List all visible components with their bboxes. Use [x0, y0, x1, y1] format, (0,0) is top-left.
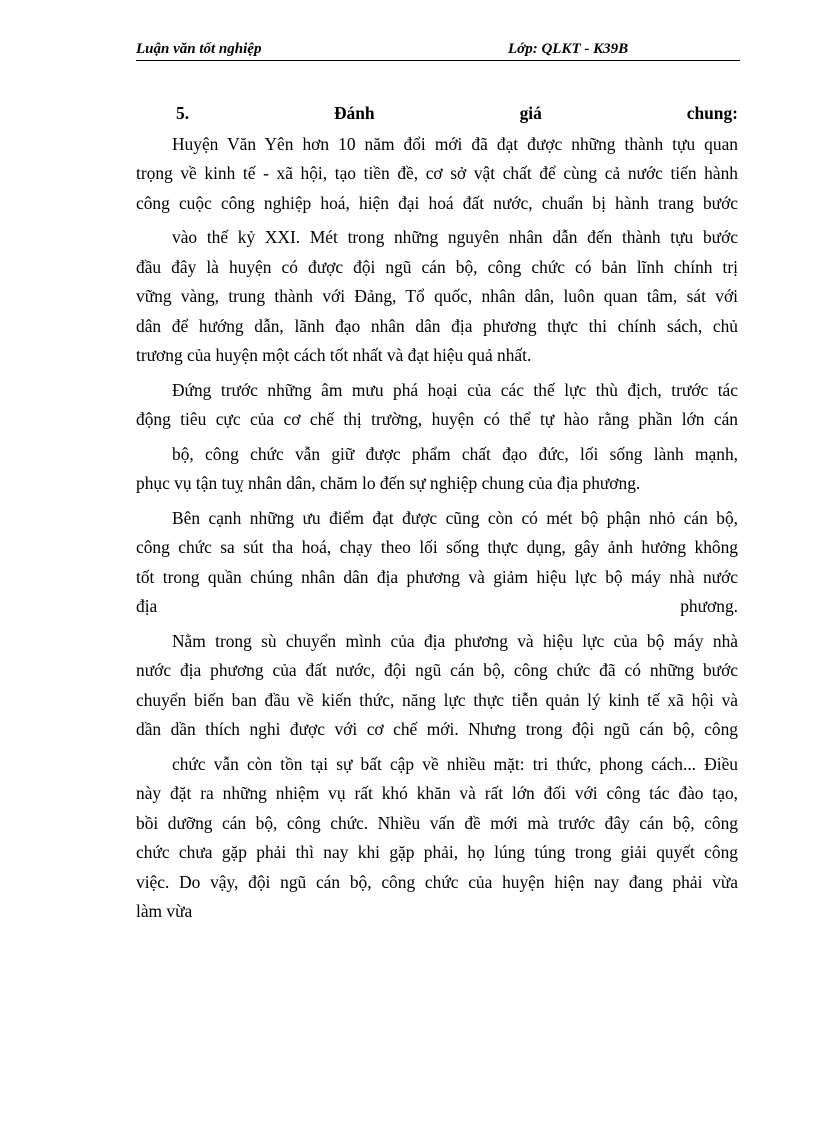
text-line: phục vụ tận tuỵ nhân dân, chăm lo đến sự nghiệp chung của địa phương.: [136, 473, 641, 493]
header-thesis-label: Luận văn tốt nghiệp: [136, 41, 262, 57]
text-line: dân để hướng dẫn, lãnh đạo nhân dân địa phương thực thi chính sách, chủ: [136, 315, 738, 336]
paragraph-3: [136, 376, 738, 435]
section-heading: [136, 99, 738, 129]
document-body: [136, 99, 738, 932]
text-line: công cuộc công nghiệp hoá, hiện đại hoá đất nước, chuẩn bị hành trang bước: [136, 192, 738, 213]
text-line: động tiêu cực của cơ chế thị trường, huyện có thể tự hào rằng phần lớn cán: [136, 409, 738, 429]
section-heading-word: Đánh: [334, 103, 375, 123]
text-line: Bên cạnh những ưu điểm đạt được cũng còn có mét bộ phận nhỏ cán bộ,: [172, 507, 738, 528]
text-line: Đứng trước những âm mưu phá hoại của các thế lực thù địch, trước tác: [172, 379, 738, 400]
page-header: [136, 40, 740, 61]
text-line: này đặt ra những nhiệm vụ rất khó khăn và rất lớn đối với công tác đào tạo,: [136, 783, 738, 803]
text-line: chuyển biến ban đầu về kiến thức, năng lực thực tiễn quản lý kinh tế xã hội và: [136, 689, 738, 710]
paragraph-4: [136, 440, 738, 499]
text-line: dần dần thích nghi được với cơ chế mới. Nhưng trong đội ngũ cán bộ, công: [136, 719, 738, 739]
text-line: tốt trong quần chúng nhân dân địa phương và giảm hiệu lực bộ máy nhà nước: [136, 566, 738, 587]
text-line: trọng về kinh tế - xã hội, tạo tiền đề, cơ sở vật chất để cùng cả nước tiến hành: [136, 163, 738, 183]
text-line: trương của huyện một cách tốt nhất và đạt hiệu quả nhất.: [136, 345, 532, 365]
section-number: 5.: [176, 103, 190, 123]
text-line: nước địa phương của đất nước, đội ngũ cán bộ, công chức đã có những bước: [136, 660, 738, 680]
paragraph-5: [136, 504, 738, 622]
text-line: làm vừa: [136, 901, 193, 921]
text-line: địa phương.: [136, 596, 738, 616]
text-line: vững vàng, trung thành với Đảng, Tổ quốc, nhân dân, luôn quan tâm, sát với: [136, 286, 738, 306]
text-line: Huyện Văn Yên hơn 10 năm đổi mới đã đạt được những thành tựu quan: [172, 133, 738, 154]
section-heading-word: chung:: [686, 103, 738, 123]
paragraph-2: [136, 223, 738, 371]
text-line: chức vẫn còn tồn tại sự bất cập về nhiều mặt: tri thức, phong cách... Điều: [172, 753, 738, 774]
text-line: việc. Do vậy, đội ngũ cán bộ, công chức của huyện hiện nay đang phải vừa: [136, 871, 738, 892]
text-line: bộ, công chức vẫn giữ được phẩm chất đạo đức, lối sống lành mạnh,: [172, 443, 738, 464]
section-heading-word: giá: [519, 103, 542, 123]
text-line: vào thế kỷ XXI. Mét trong những nguyên nhân dẫn đến thành tựu bước: [172, 227, 738, 247]
text-line: chức chưa gặp phải thì nay khi gặp phải, họ lúng túng trong giải quyết công: [136, 842, 738, 862]
text-line: bồi dưỡng cán bộ, công chức. Nhiều vấn đề mới mà trước đây cán bộ, công: [136, 812, 738, 833]
paragraph-6: [136, 627, 738, 745]
header-class-label: Lớp: QLKT - K39B: [508, 41, 629, 57]
text-line: Nằm trong sù chuyển mình của địa phương và hiệu lực của bộ máy nhà: [172, 630, 738, 651]
text-line: đầu đây là huyện có được đội ngũ cán bộ, công chức có bản lĩnh chính trị: [136, 256, 738, 277]
paragraph-7: [136, 750, 738, 927]
paragraph-1: [136, 130, 738, 219]
text-line: công chức sa sút tha hoá, chạy theo lối sống thực dụng, gây ảnh hưởng không: [136, 537, 738, 557]
